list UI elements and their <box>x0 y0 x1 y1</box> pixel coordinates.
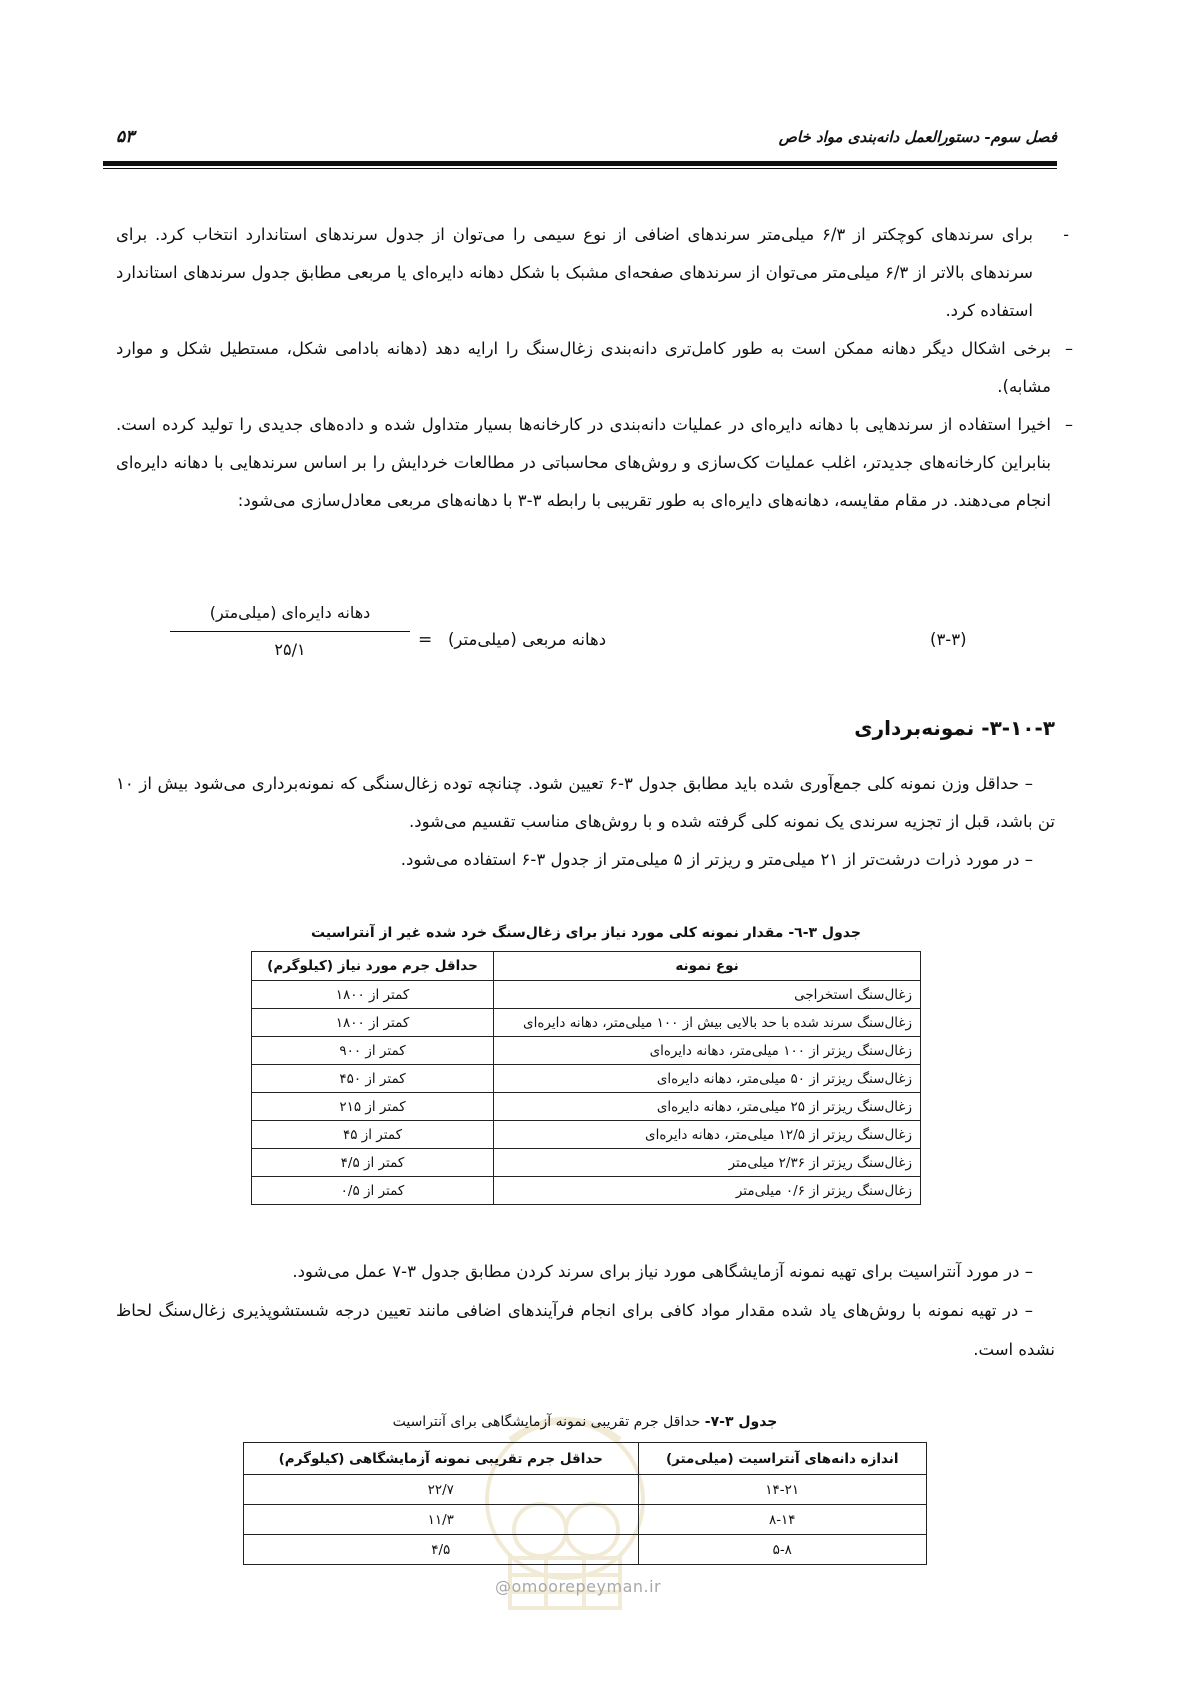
column-header: اندازه دانه‌های آنتراسیت (میلی‌متر) <box>638 1443 927 1475</box>
table-cell: کمتر از ۴۵۰ <box>252 1065 494 1093</box>
header-rule <box>103 161 1057 166</box>
table-row <box>252 1093 921 1121</box>
table-row <box>252 1149 921 1177</box>
table-cell: ۲۲/۷ <box>244 1475 639 1505</box>
table-row <box>252 1037 921 1065</box>
table-header-row <box>252 952 921 981</box>
equation <box>170 600 1040 680</box>
list-item <box>116 406 1073 520</box>
table-cell: کمتر از ۴/۵ <box>252 1149 494 1177</box>
table-header-row <box>244 1443 927 1475</box>
table-cell: کمتر از ۴۵ <box>252 1121 494 1149</box>
paragraph-text: اخیرا استفاده از سرندهایی با دهانه دایره‌ای در عملیات دانه‌بندی در کارخانه‌ها بسیار متداول شده و داده‌های جدیدی را تولید کرده است. بنابراین کارخانه‌های جدیدتر، اغلب عملیات کک‌سازی و روش‌های محاسباتی در مطالعات خردایش را بر اساس سرندهایی با دهانه دایره‌ای انجام می‌دهند. در مقام مقایسه، دهانه‌های دایره‌ای به طور تقریبی با رابطه ۳-۳ با دهانه‌های مربعی معادل‌سازی می‌شود: <box>116 415 1051 510</box>
table-cell: زغال‌سنگ ریزتر از ۱۰۰ میلی‌متر، دهانه دایره‌ای <box>494 1037 921 1065</box>
equation-lhs: دهانه مربعی (میلی‌متر) <box>448 630 607 649</box>
table-cell: زغال‌سنگ سرند شده با حد بالایی بیش از ۱۰۰ میلی‌متر، دهانه دایره‌ای <box>494 1009 921 1037</box>
section-heading: ۳-۱۰-۳- نمونه‌برداری <box>854 716 1055 740</box>
list-item <box>116 330 1073 406</box>
paragraph <box>116 1291 1055 1369</box>
table-caption <box>243 1414 927 1430</box>
table-cell: زغال‌سنگ ریزتر از ۲۵ میلی‌متر، دهانه دایره‌ای <box>494 1093 921 1121</box>
bullet-dash: – <box>1065 415 1073 434</box>
table-cell: زغال‌سنگ ریزتر از ۲/۳۶ میلی‌متر <box>494 1149 921 1177</box>
intro-list <box>116 216 1073 520</box>
equals-sign: = <box>418 630 433 650</box>
table-row <box>252 1121 921 1149</box>
table-cell: ۴/۵ <box>244 1535 639 1565</box>
paragraph <box>116 841 1055 879</box>
paragraph-text: – در تهیه نمونه با روش‌های یاد شده مقدار مواد کافی برای انجام فرآیندهای اضافی مانند تعیین درجه شستشوپذیری زغال‌سنگ لحاظ نشده است. <box>116 1301 1055 1359</box>
table-row <box>252 1065 921 1093</box>
column-header: حداقل جرم تقریبی نمونه آزمایشگاهی (کیلوگرم) <box>244 1443 639 1475</box>
equation-numerator: دهانه دایره‌ای (میلی‌متر) <box>209 603 371 622</box>
paragraph-text: – حداقل وزن نمونه کلی جمع‌آوری شده باید مطابق جدول ۳-۶ تعیین شود. چنانچه توده زغال‌سنگی که نمونه‌برداری می‌شود بیش از ۱۰ تن باشد، قبل از تجزیه سرندی یک نمونه کلی گرفته شده و با روش‌های مناسب تقسیم می‌شود. <box>116 774 1055 831</box>
bullet-dash: - <box>1063 225 1069 244</box>
paragraph <box>116 765 1055 841</box>
table-row <box>252 981 921 1009</box>
table-cell: کمتر از ۱۸۰۰ <box>252 1009 494 1037</box>
header-rule-thin <box>103 168 1057 169</box>
equation-denominator: ۲۵/۱ <box>274 640 306 659</box>
paragraph-text: برخی اشکال دیگر دهانه ممکن است به طور کامل‌تری دانه‌بندی زغال‌سنگ را ارایه دهد (دهانه بادامی شکل، مستطیل شکل و موارد مشابه). <box>116 339 1051 396</box>
table-row <box>252 1009 921 1037</box>
list-item <box>116 216 1073 330</box>
chapter-title: فصل سوم- دستورالعمل دانه‌بندی مواد خاص <box>778 128 1057 146</box>
table-caption: جدول ۳-٦- مقدار نمونه کلی مورد نیاز برای زغال‌سنگ خرد شده غیر از آنتراسیت <box>311 925 861 941</box>
table-cell: ۱۱/۳ <box>244 1505 639 1535</box>
watermark-site-label: @omoorepeyman.ir <box>495 1577 662 1596</box>
table-cell: زغال‌سنگ ریزتر از ۰/۶ میلی‌متر <box>494 1177 921 1205</box>
table-row <box>252 1177 921 1205</box>
column-header: نوع نمونه <box>494 952 921 981</box>
table-row <box>244 1475 927 1505</box>
table-cell: کمتر از ۲۱۵ <box>252 1093 494 1121</box>
paragraph <box>116 1252 1055 1291</box>
column-header: حداقل جرم مورد نیاز (کیلوگرم) <box>252 952 494 981</box>
table-cell: ۵-۸ <box>638 1535 927 1565</box>
paragraph-text: برای سرندهای کوچکتر از ۶/۳ میلی‌متر سرندهای اضافی از نوع سیمی را می‌توان از جدول سرندهای استاندارد انتخاب کرد. برای سرندهای بالاتر از ۶/۳ میلی‌متر می‌توان از سرندهای صفحه‌ای مشبک با شکل دهانه دایره‌ای یا مربعی مطابق جدول سرندهای استاندارد استفاده کرد. <box>116 225 1033 320</box>
table-cell: ۱۴-۲۱ <box>638 1475 927 1505</box>
after-table-paragraphs <box>116 1252 1055 1369</box>
fraction-bar <box>170 631 410 632</box>
table-cell: زغال‌سنگ ریزتر از ۱۲/۵ میلی‌متر، دهانه دایره‌ای <box>494 1121 921 1149</box>
table-cell: کمتر از ۰/۵ <box>252 1177 494 1205</box>
table-cell: زغال‌سنگ ریزتر از ۵۰ میلی‌متر، دهانه دایره‌ای <box>494 1065 921 1093</box>
anthracite-sample-table <box>243 1442 927 1565</box>
page-number: ۵۳ <box>116 127 135 147</box>
section-paragraphs <box>116 765 1055 879</box>
bullet-dash: – <box>1065 339 1073 358</box>
table-row <box>244 1535 927 1565</box>
table-cell: کمتر از ۱۸۰۰ <box>252 981 494 1009</box>
table-cell: زغال‌سنگ استخراجی <box>494 981 921 1009</box>
table-cell: کمتر از ۹۰۰ <box>252 1037 494 1065</box>
table-cell: ۸-۱۴ <box>638 1505 927 1535</box>
table-caption-text: حداقل جرم تقریبی نمونه آزمایشگاهی برای آنتراسیت <box>392 1414 705 1430</box>
paragraph-text: – در مورد آنتراسیت برای تهیه نمونه آزمایشگاهی مورد نیاز برای سرند کردن مطابق جدول ۳-۷ عمل می‌شود. <box>292 1262 1033 1281</box>
table-row <box>244 1505 927 1535</box>
table-caption-label: جدول ۳-۷- <box>704 1414 778 1430</box>
equation-fraction <box>170 600 410 663</box>
equation-number: (۳-۳) <box>930 630 967 649</box>
paragraph-text: – در مورد ذرات درشت‌تر از ۲۱ میلی‌متر و ریزتر از ۵ میلی‌متر از جدول ۳-۶ استفاده می‌شود. <box>400 850 1033 869</box>
sample-mass-table <box>251 951 921 1205</box>
